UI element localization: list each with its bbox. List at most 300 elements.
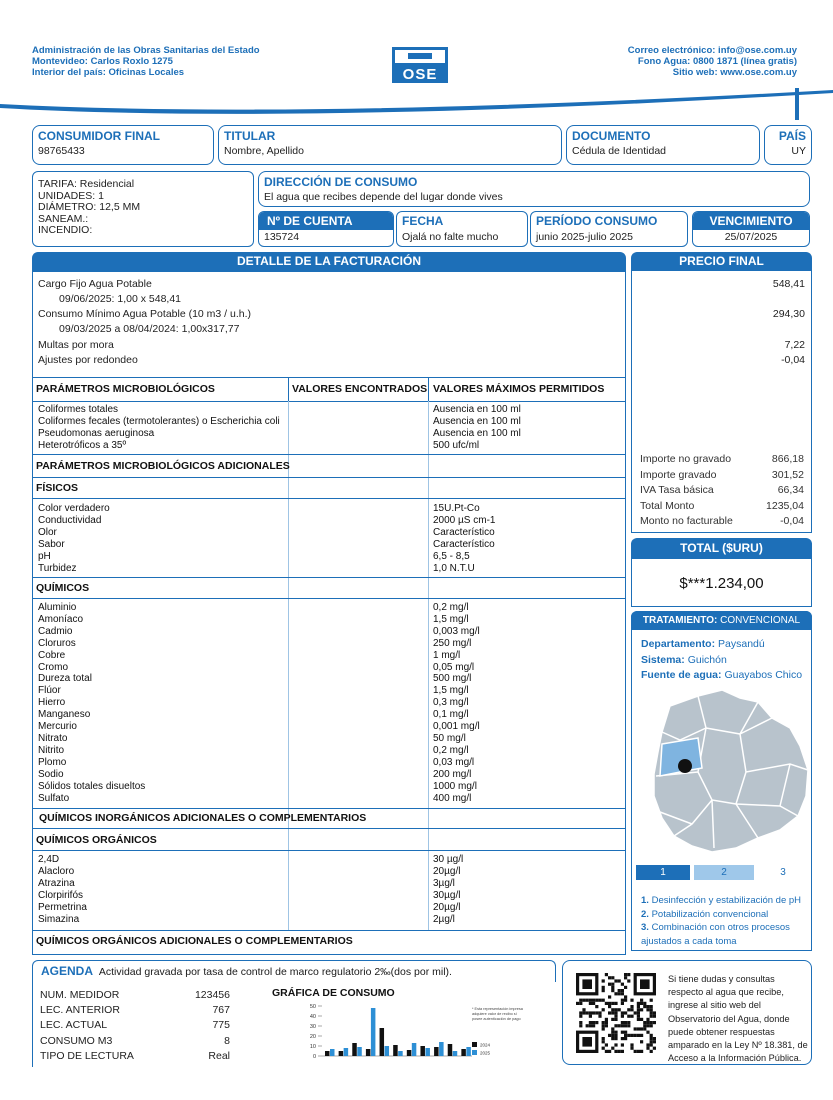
chart-note: * Esta representación impresa (472, 1007, 523, 1011)
param-name: Sabor (38, 538, 65, 550)
bar-2024 (448, 1044, 453, 1056)
qr-module (592, 1024, 595, 1027)
agenda-text: Actividad gravada por tasa de control de marco regulatorio 2‰(dos por mil). (98, 966, 452, 978)
qr-module (608, 1034, 611, 1037)
qr-module (653, 1011, 656, 1014)
meter-row: TIPO DE LECTURA Real (40, 1049, 230, 1062)
found-header: VALORES ENCONTRADOS (292, 383, 428, 395)
qr-module (646, 1024, 649, 1027)
qr-module (579, 1024, 582, 1027)
param-max: 0,001 mg/l (433, 721, 480, 733)
qr-module (602, 1008, 605, 1011)
qr-module (630, 1043, 633, 1046)
max-header: VALORES MÁXIMOS PERMITIDOS (433, 383, 605, 395)
qr-module (624, 973, 627, 976)
qr-module (621, 999, 624, 1002)
qr-module (650, 1043, 653, 1046)
qr-module (621, 989, 624, 992)
qr-module (614, 1008, 617, 1011)
quimicos-names (38, 602, 145, 804)
param-name: Cadmio (38, 625, 73, 637)
chart-title: GRÁFICA DE CONSUMO (272, 987, 395, 999)
bar-2025 (398, 1051, 403, 1056)
documento-title: DOCUMENTO (572, 129, 651, 143)
fecha-box (396, 211, 528, 247)
qr-code-icon[interactable] (576, 973, 656, 1053)
qr-module (611, 1008, 614, 1011)
param-name: Sulfato (38, 792, 70, 804)
titular-box (218, 125, 562, 165)
bar-2025 (357, 1047, 362, 1056)
qr-module (627, 1015, 630, 1018)
qr-module (627, 1034, 630, 1037)
param-name: Coliformes totales (38, 404, 119, 415)
param-name: Cobre (38, 649, 66, 661)
ajustes-label: Ajustes por redondeo (38, 354, 138, 366)
fuente-label: Fuente de agua: (641, 669, 722, 681)
qr-module (621, 1011, 624, 1014)
qr-module (650, 1021, 653, 1024)
param-max: 0,003 mg/l (433, 625, 480, 637)
param-max: 0,05 mg/l (433, 661, 475, 673)
qr-module (608, 1050, 611, 1053)
total-title: TOTAL ($URU) (631, 538, 812, 559)
param-name: Alacloro (38, 865, 75, 877)
qr-module (653, 1047, 656, 1050)
qr-module (646, 1043, 649, 1046)
param-max: 500 mg/l (433, 673, 472, 685)
cargo-fijo-label: Cargo Fijo Agua Potable (38, 278, 152, 290)
qr-module (653, 1040, 656, 1043)
precio-consumo-minimo: 294,30 (772, 308, 805, 320)
qr-module (605, 1018, 608, 1021)
qr-module (627, 1008, 630, 1011)
qr-module (582, 1011, 585, 1014)
qr-module (602, 1037, 605, 1040)
qr-module (595, 999, 598, 1002)
consumption-chart (300, 1000, 560, 1062)
qr-module (614, 992, 617, 995)
qr-module (614, 979, 617, 982)
qr-module (602, 1021, 605, 1024)
bar-2025 (344, 1048, 349, 1056)
periodo-title: PERÍODO CONSUMO (536, 214, 658, 228)
param-name: Sólidos totales disueltos (38, 780, 146, 792)
qr-module (650, 999, 653, 1002)
legend-swatch (472, 1042, 477, 1047)
location-marker-icon (678, 759, 692, 773)
param-name: Plomo (38, 756, 67, 768)
qr-module (592, 1002, 595, 1005)
bar-2025 (425, 1048, 430, 1056)
qr-module (589, 1021, 592, 1024)
fisicos-max (433, 503, 495, 574)
organicos-header: QUÍMICOS ORGÁNICOS (36, 834, 157, 846)
bar-2025 (371, 1008, 376, 1056)
meter-row: CONSUMO M3 8 (40, 1034, 230, 1047)
step-item: ajustados a cada toma (641, 935, 737, 947)
param-name: Sodio (38, 768, 64, 780)
qr-module (650, 1040, 653, 1043)
vencimiento-title: VENCIMIENTO (693, 212, 809, 230)
qr-module (640, 1034, 643, 1037)
qr-module (582, 999, 585, 1002)
bar-2025 (439, 1042, 444, 1056)
quimicos-max (433, 602, 480, 804)
precio-ajustes: -0,04 (781, 354, 805, 366)
tab-1[interactable]: 1 (636, 865, 690, 880)
qr-module (640, 1040, 643, 1043)
y-tick-label: 0 (312, 1054, 316, 1060)
qr-module (640, 1027, 643, 1030)
qr-module (595, 1021, 598, 1024)
tratamiento-bar (631, 611, 812, 630)
org-interior: Interior del país: Oficinas Locales (32, 67, 185, 78)
qr-module (602, 989, 605, 992)
qr-module (637, 1002, 640, 1005)
param-name: Nitrito (38, 744, 65, 756)
contact-phone: Fono Agua: 0800 1871 (línea gratis) (637, 56, 797, 67)
qr-module (614, 1031, 617, 1034)
param-max: 2000 µS cm-1 (433, 514, 496, 526)
qr-module (598, 1015, 601, 1018)
consumidor-value: 98765433 (38, 145, 85, 157)
qr-module (611, 986, 614, 989)
cuenta-title: Nº DE CUENTA (259, 212, 393, 230)
agenda-bar (32, 960, 556, 982)
svg-text:OSE: OSE (402, 66, 438, 83)
qr-module (611, 1011, 614, 1014)
tarifa-type: TARIFA: Residencial (38, 178, 135, 190)
qr-module (586, 1024, 589, 1027)
qr-module (650, 1015, 653, 1018)
documento-box (566, 125, 760, 165)
param-max: 1000 mg/l (433, 780, 477, 792)
qr-module (602, 986, 605, 989)
qr-module (589, 1011, 592, 1014)
qr-module (592, 1021, 595, 1024)
qr-module (630, 1047, 633, 1050)
param-name: Manganeso (38, 709, 91, 721)
org-adic-header: QUÍMICOS ORGÁNICOS ADICIONALES O COMPLEMENTARIOS (36, 935, 353, 947)
qr-module (611, 983, 614, 986)
qr-module (646, 1021, 649, 1024)
legend-label: 2025 (480, 1050, 491, 1056)
qr-module (608, 1002, 611, 1005)
precio-cargo-fijo: 548,41 (772, 278, 805, 290)
tarifa-units: UNIDADES: 1 (38, 189, 104, 202)
qr-module (650, 1011, 653, 1014)
param-name: Flúor (38, 685, 61, 697)
qr-module (602, 999, 605, 1002)
qr-module (630, 1008, 633, 1011)
sistema-label: Sistema: (641, 654, 685, 666)
qr-module (621, 1002, 624, 1005)
pais-box (764, 125, 812, 165)
periodo-value: junio 2025-julio 2025 (536, 231, 633, 243)
qr-module (640, 999, 643, 1002)
qr-module (630, 999, 633, 1002)
param-max: Ausencia en 100 ml (433, 415, 521, 427)
qr-module (579, 1011, 582, 1014)
param-name: Aluminio (38, 602, 77, 613)
qr-module (586, 999, 589, 1002)
qr-module (624, 1021, 627, 1024)
cuenta-value: 135724 (264, 231, 300, 243)
qr-module (643, 1002, 646, 1005)
qr-module (627, 1024, 630, 1027)
fecha-value: Ojalá no falte mucho (402, 231, 499, 243)
fisicos-header: FÍSICOS (36, 482, 79, 494)
pais-value: UY (791, 145, 806, 157)
organicos-max (433, 854, 463, 925)
qr-module (598, 1011, 601, 1014)
param-name: Pseudomonas aeruginosa (38, 427, 155, 439)
param-name: Turbidez (38, 562, 77, 574)
qr-module (614, 1018, 617, 1021)
param-name: Olor (38, 526, 57, 538)
qr-module (624, 1024, 627, 1027)
bar-2024 (325, 1051, 330, 1056)
summary-list (640, 452, 804, 530)
qr-module (624, 995, 627, 998)
qr-module (650, 1008, 653, 1011)
param-name: Permetrina (38, 901, 87, 913)
bar-2025 (412, 1043, 417, 1056)
param-max: 3µg/l (433, 877, 455, 889)
qr-finder (582, 979, 592, 989)
header-wave (0, 80, 833, 120)
bar-2024 (461, 1049, 466, 1056)
qr-module (653, 1021, 656, 1024)
qr-module (608, 1005, 611, 1008)
titular-title: TITULAR (224, 129, 276, 143)
qr-module (579, 1015, 582, 1018)
bar-2024 (434, 1047, 439, 1056)
qr-module (624, 1031, 627, 1034)
qr-module (589, 999, 592, 1002)
qr-module (637, 1034, 640, 1037)
treatment-steps (641, 894, 801, 948)
bar-2025 (453, 1051, 458, 1056)
step-item: 2. Potabilización convencional (641, 908, 769, 920)
qr-module (630, 1005, 633, 1008)
qr-module (624, 976, 627, 979)
qr-finder (582, 1037, 592, 1047)
qr-module (598, 999, 601, 1002)
param-max: 50 mg/l (433, 732, 466, 744)
param-name: Clorpirifós (38, 889, 84, 901)
param-max: 0,03 mg/l (433, 756, 475, 768)
param-max: 1,5 mg/l (433, 685, 469, 697)
detalle-title: DETALLE DE LA FACTURACIÓN (32, 252, 626, 271)
param-name: Dureza total (38, 673, 92, 685)
param-max: Ausencia en 100 ml (433, 404, 521, 415)
org-name: Administración de las Obras Sanitarias del Estado (32, 45, 260, 56)
qr-module (637, 1008, 640, 1011)
qr-module (640, 1018, 643, 1021)
qr-module (650, 1037, 653, 1040)
param-name: Coliformes fecales (termotolerantes) o Escherichia coli (38, 415, 280, 427)
qr-module (621, 992, 624, 995)
agenda-title: AGENDA (41, 964, 94, 978)
qr-module (614, 1037, 617, 1040)
summary-row: Importe no gravado 866,18 (640, 453, 804, 465)
qr-module (579, 1021, 582, 1024)
fuente-line (641, 669, 802, 681)
micro-names (38, 404, 280, 452)
legend-swatch (472, 1050, 477, 1055)
qr-module (637, 1005, 640, 1008)
qr-module (621, 1037, 624, 1040)
qr-module (627, 1021, 630, 1024)
qr-module (634, 1034, 637, 1037)
consumidor-box (32, 125, 214, 165)
bar-2024 (366, 1049, 371, 1056)
qr-module (602, 1027, 605, 1030)
qr-module (614, 1034, 617, 1037)
qr-module (589, 1015, 592, 1018)
param-name: Hierro (38, 697, 66, 709)
qr-module (605, 1043, 608, 1046)
param-max: 0,2 mg/l (433, 602, 469, 613)
qr-module (611, 976, 614, 979)
qr-module (643, 1024, 646, 1027)
qr-module (630, 1034, 633, 1037)
qr-module (624, 1037, 627, 1040)
summary-row: Total Monto 1235,04 (640, 499, 804, 512)
param-max: 0,3 mg/l (433, 697, 469, 709)
bar-2024 (339, 1051, 344, 1056)
qr-module (608, 995, 611, 998)
qr-module (611, 989, 614, 992)
qr-module (624, 1011, 627, 1014)
cuenta-box (258, 211, 394, 247)
qr-finder (640, 979, 650, 989)
qr-module (643, 1027, 646, 1030)
uruguay-map (640, 688, 810, 856)
qr-info-text: Si tiene dudas y consultas respecto al agua que recibe, ingrese al sitio web del Observatorio del Agua, donde puede obtener respuestas amparado en la Ley Nº 18.381, de Acceso a la Información Pública. (668, 974, 808, 1064)
qr-module (621, 1050, 624, 1053)
qr-module (621, 983, 624, 986)
param-name: Nitrato (38, 732, 68, 744)
param-name: pH (38, 550, 51, 562)
qr-module (646, 1008, 649, 1011)
consumo-minimo-label: Consumo Mínimo Agua Potable (10 m3 / u.h.) (38, 308, 252, 320)
qr-module (605, 1021, 608, 1024)
param-name: 2,4D (38, 854, 60, 865)
y-tick-label: 20 (309, 1034, 316, 1040)
departamento-label: Departamento: (641, 638, 716, 650)
sistema-value: Guichón (687, 654, 727, 666)
param-name: Cromo (38, 661, 69, 673)
qr-module (621, 1024, 624, 1027)
organicos-names (38, 854, 87, 925)
qr-module (621, 1031, 624, 1034)
bar-2024 (420, 1046, 425, 1056)
bar-2025 (466, 1047, 471, 1056)
qr-module (592, 999, 595, 1002)
precio-title: PRECIO FINAL (631, 252, 812, 271)
param-max: 2µg/l (433, 913, 455, 925)
precio-multas: 7,22 (784, 339, 805, 351)
qr-module (634, 1027, 637, 1030)
qr-module (650, 1005, 653, 1008)
multas-label: Multas por mora (38, 339, 114, 351)
qr-module (614, 1050, 617, 1053)
qr-module (611, 1002, 614, 1005)
org-address: Montevideo: Carlos Roxlo 1275 (32, 56, 173, 67)
periodo-box (530, 211, 688, 247)
vencimiento-box (692, 211, 810, 247)
qr-module (611, 1018, 614, 1021)
qr-module (582, 1008, 585, 1011)
qr-module (630, 1015, 633, 1018)
meter-info (40, 988, 230, 1064)
consumidor-title: CONSUMIDOR FINAL (38, 129, 160, 143)
tarifa-saneam: SANEAM.: (38, 212, 89, 225)
tarifa-box (32, 171, 254, 247)
qr-module (592, 1011, 595, 1014)
contact-web: Sitio web: www.ose.com.uy (672, 67, 797, 78)
ose-logo (390, 45, 450, 85)
qr-module (621, 1015, 624, 1018)
qr-module (640, 1050, 643, 1053)
param-max: 400 mg/l (433, 792, 472, 804)
qr-module (611, 1047, 614, 1050)
y-tick-label: 10 (309, 1044, 316, 1050)
qr-module (595, 1005, 598, 1008)
qr-module (576, 1002, 579, 1005)
qr-module (618, 992, 621, 995)
documento-value: Cédula de Identidad (572, 145, 666, 157)
qr-module (614, 1015, 617, 1018)
qr-module (586, 1011, 589, 1014)
qr-module (621, 1021, 624, 1024)
bar-2024 (407, 1050, 412, 1056)
qr-module (646, 1018, 649, 1021)
summary-row: Monto no facturable -0,04 (640, 515, 804, 527)
y-tick-label: 50 (309, 1004, 316, 1010)
micro-max (433, 404, 521, 452)
qr-module (614, 1011, 617, 1014)
direccion-value: El agua que recibes depende del lugar donde vives (264, 191, 503, 203)
qr-module (614, 1002, 617, 1005)
param-max: 0,2 mg/l (433, 744, 469, 756)
param-max: 250 mg/l (433, 637, 472, 649)
tab-2[interactable]: 2 (694, 865, 754, 880)
legend-label: 2024 (480, 1042, 491, 1048)
summary-row: Importe gravado 301,52 (640, 468, 804, 481)
contact-info (628, 45, 797, 78)
qr-module (637, 1018, 640, 1021)
bar-2024 (393, 1045, 398, 1056)
qr-module (618, 1008, 621, 1011)
param-max: 20µg/l (433, 901, 461, 913)
qr-module (624, 986, 627, 989)
qr-module (634, 1050, 637, 1053)
qr-module (646, 1047, 649, 1050)
param-max: Ausencia en 100 ml (433, 427, 521, 439)
tab-3[interactable]: 3 (758, 865, 808, 880)
direccion-title: DIRECCIÓN DE CONSUMO (264, 175, 418, 189)
sistema-line (641, 654, 727, 666)
qr-module (650, 1024, 653, 1027)
org-info (32, 45, 260, 78)
param-max: 1 mg/l (433, 649, 461, 661)
direccion-box (258, 171, 810, 207)
qr-module (640, 1002, 643, 1005)
